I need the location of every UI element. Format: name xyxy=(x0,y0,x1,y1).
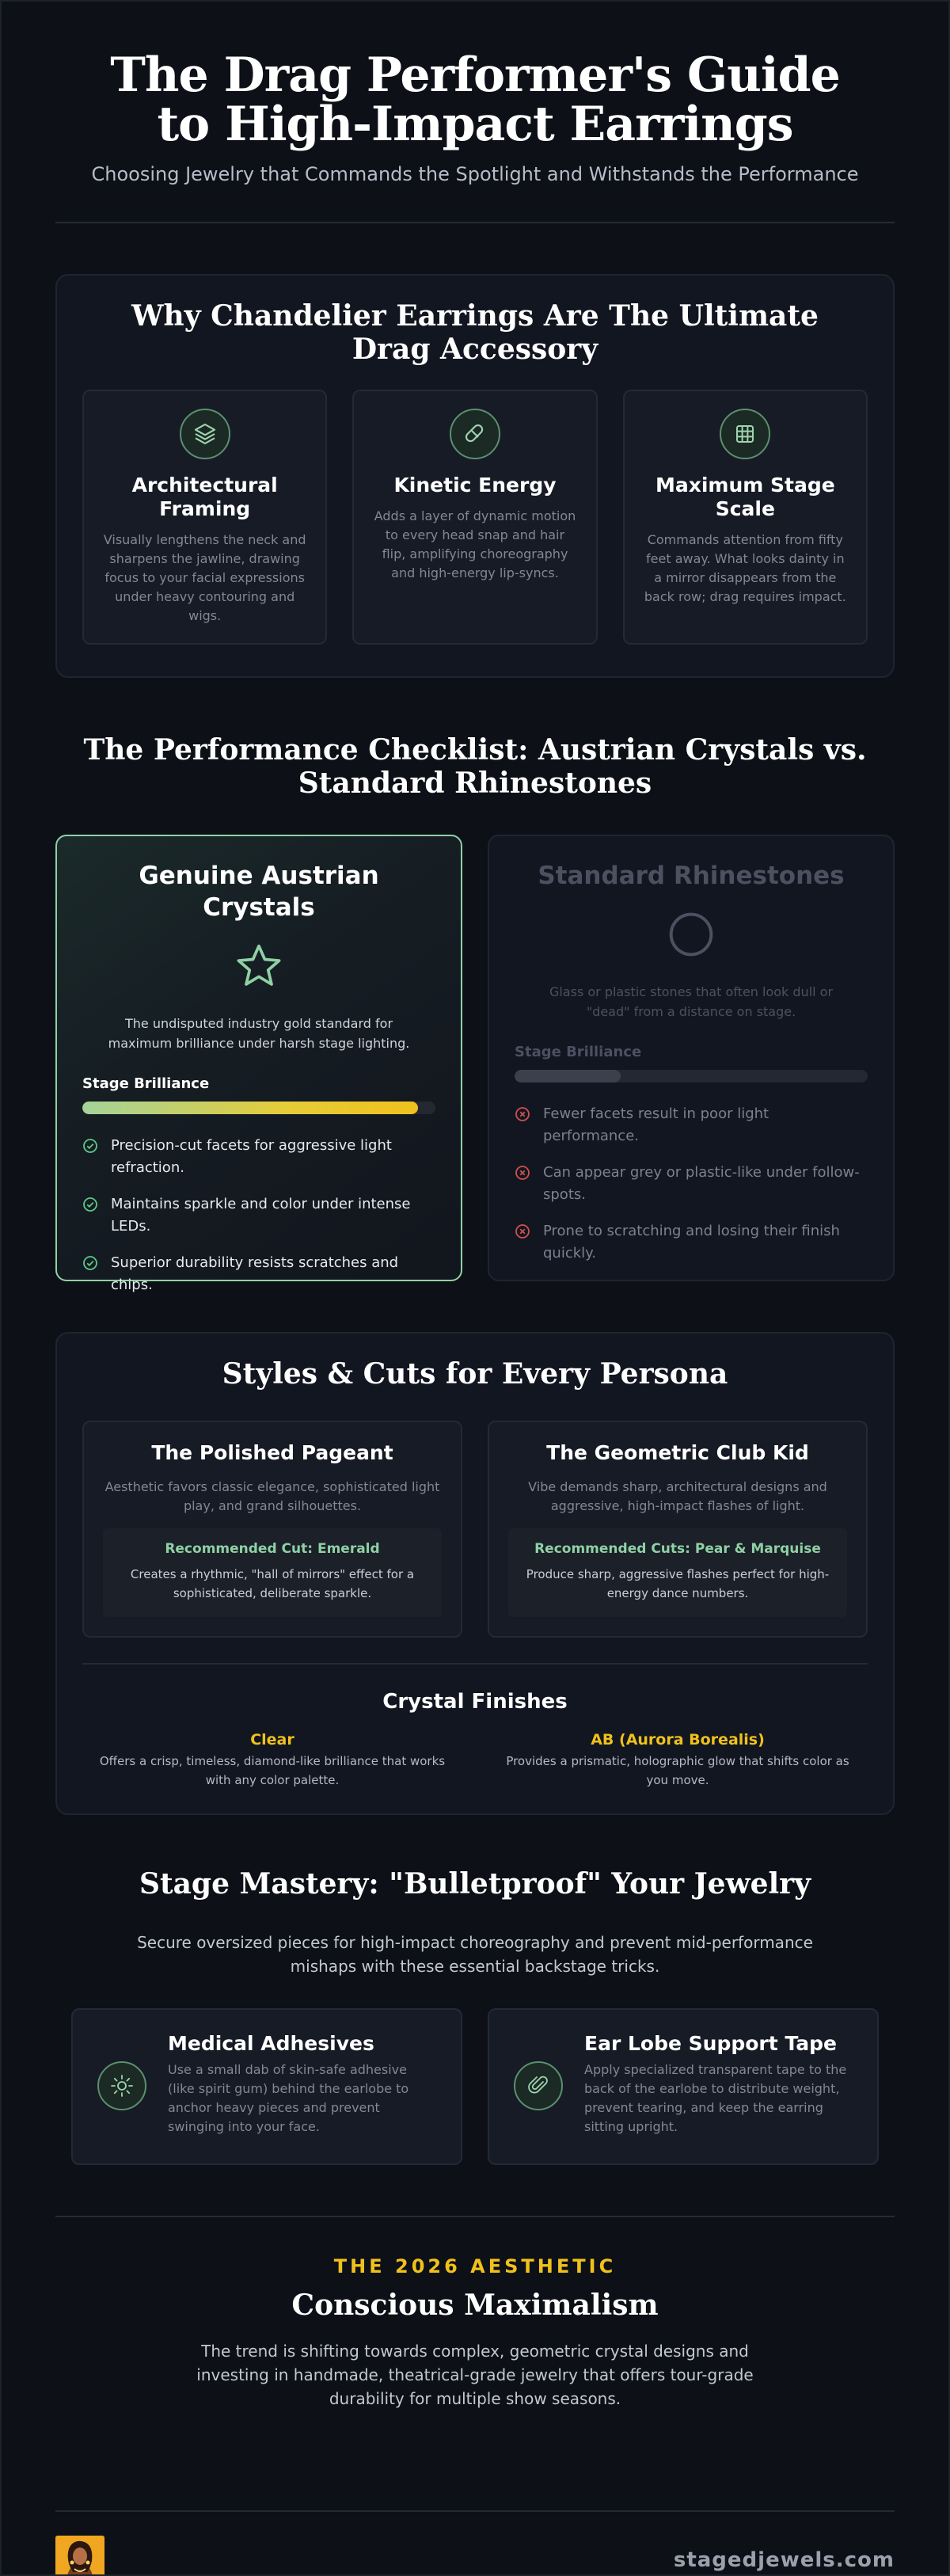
points-list xyxy=(515,1103,868,1265)
brand-link[interactable]: stagedjewels.com xyxy=(673,2548,895,2572)
list-item xyxy=(82,1193,435,1238)
point-text: Prone to scratching and losing their finish quickly. xyxy=(543,1223,840,1261)
card-title: Standard Rhinestones xyxy=(538,862,845,890)
tip-card xyxy=(488,2008,879,2165)
cut-title: Recommended Cut: Emerald xyxy=(165,1541,380,1557)
finish-text: Offers a crisp, timeless, diamond-like brilliance that works with any color palette. xyxy=(99,1754,446,1787)
check-icon xyxy=(82,1193,100,1238)
finish-item xyxy=(488,1731,868,1790)
tip-title: Medical Adhesives xyxy=(168,2032,374,2055)
persona-row xyxy=(82,1421,868,1638)
feature-card xyxy=(352,390,597,645)
finishes-row xyxy=(82,1731,868,1790)
styles-section xyxy=(55,1332,895,1815)
finishes-title: Crystal Finishes xyxy=(382,1690,568,1714)
brilliance-bar-fill xyxy=(82,1102,418,1114)
tip-text: Apply specialized transparent tape to the back of the earlobe to distribute weight, prevent tearing, and keep the earring sitting upright. xyxy=(584,2062,847,2134)
brilliance-bar-fill xyxy=(515,1070,621,1083)
card-description: The undisputed industry gold standard for maximum brilliance under harsh stage lighting. xyxy=(108,1016,410,1051)
tip-body xyxy=(168,2032,437,2163)
page-title: The Drag Performer's Guide to High-Impact Earrings xyxy=(110,48,840,152)
brilliance-bar xyxy=(82,1102,435,1114)
mastery-title: Stage Mastery: "Bulletproof" Your Jewelry xyxy=(139,1867,811,1901)
check-icon xyxy=(82,1252,100,1296)
list-item xyxy=(82,1252,435,1296)
circle-icon xyxy=(515,909,868,960)
persona-text: Vibe demands sharp, architectural designs and aggressive, high-impact flashes of light. xyxy=(528,1479,827,1513)
feature-title: Kinetic Energy xyxy=(393,474,557,497)
finish-name: AB (Aurora Borealis) xyxy=(591,1731,765,1748)
brilliance-label: Stage Brilliance xyxy=(82,1075,210,1092)
finish-item xyxy=(82,1731,462,1790)
finish-name: Clear xyxy=(250,1731,294,1748)
list-item xyxy=(515,1103,868,1147)
point-text: Maintains sparkle and color under intense LEDs. xyxy=(111,1196,411,1235)
check-icon xyxy=(82,1135,100,1179)
recommended-cut xyxy=(103,1528,442,1617)
cut-title: Recommended Cuts: Pear & Marquise xyxy=(534,1541,821,1557)
header xyxy=(2,2,948,185)
avatar xyxy=(55,2536,104,2576)
recommended-cut xyxy=(508,1528,847,1617)
brilliance-bar xyxy=(515,1070,868,1083)
gem-icon xyxy=(450,409,500,459)
feature-title: Architectural Framing xyxy=(131,474,278,520)
point-text: Precision-cut facets for aggressive light refraction. xyxy=(111,1137,392,1176)
persona-card xyxy=(488,1421,868,1638)
x-circle-icon xyxy=(515,1103,532,1147)
paperclip-icon xyxy=(513,2032,564,2163)
persona-card xyxy=(82,1421,462,1638)
list-item xyxy=(82,1135,435,1179)
tip-text: Use a small dab of skin-safe adhesive (like spirit gum) behind the earlobe to anchor heavy pieces and prevent swinging into your face. xyxy=(168,2062,409,2134)
footer xyxy=(55,2536,895,2576)
points-list xyxy=(82,1135,435,1296)
aesthetic-title: Conscious Maximalism xyxy=(291,2289,659,2322)
feature-card xyxy=(82,390,327,645)
feature-card xyxy=(623,390,868,645)
divider xyxy=(82,1663,868,1665)
card-title: Genuine Austrian Crystals xyxy=(139,862,379,922)
aesthetic-section xyxy=(2,2255,948,2410)
cut-text: Creates a rhythmic, "hall of mirrors" effect for a sophisticated, deliberate sparkle. xyxy=(130,1567,415,1600)
why-section xyxy=(55,274,895,678)
mastery-subtitle: Secure oversized pieces for high-impact choreography and prevent mid-performance mishaps with these essential backstage tricks. xyxy=(137,1933,813,1976)
divider xyxy=(55,2510,895,2512)
feature-title: Maximum Stage Scale xyxy=(655,474,835,520)
finish-text: Provides a prismatic, holographic glow that shifts color as you move. xyxy=(506,1754,849,1787)
aesthetic-text: The trend is shifting towards complex, geometric crystal designs and investing in handmade, theatrical-grade jewelry that offers tour-grade durability for multiple show seasons. xyxy=(196,2342,754,2408)
why-title: Why Chandelier Earrings Are The Ultimate Drag Accessory xyxy=(131,299,819,366)
aesthetic-eyebrow: THE 2026 AESTHETIC xyxy=(333,2255,617,2277)
x-circle-icon xyxy=(515,1220,532,1265)
point-text: Can appear grey or plastic-like under follow-spots. xyxy=(543,1164,860,1203)
tip-title: Ear Lobe Support Tape xyxy=(584,2032,837,2055)
x-circle-icon xyxy=(515,1162,532,1206)
list-item xyxy=(515,1220,868,1265)
tips-row xyxy=(71,2008,879,2165)
feature-text: Adds a layer of dynamic motion to every head snap and hair flip, amplifying choreography and high-energy lip-syncs. xyxy=(374,508,576,580)
feature-text: Visually lengthens the neck and sharpens the jawline, drawing focus to your facial expressions under heavy contouring and wigs. xyxy=(103,532,306,623)
tip-card xyxy=(71,2008,462,2165)
point-text: Superior durability resists scratches and chips. xyxy=(111,1254,399,1293)
sun-icon xyxy=(97,2032,147,2163)
standard-rhinestones-card xyxy=(488,835,895,1281)
page-subtitle: Choosing Jewelry that Commands the Spotlight and Withstands the Performance xyxy=(91,163,859,185)
brilliance-label: Stage Brilliance xyxy=(515,1044,642,1060)
checklist-title: The Performance Checklist: Austrian Crystals vs. Standard Rhinestones xyxy=(83,733,867,800)
austrian-crystals-card xyxy=(55,835,462,1293)
layers-icon xyxy=(180,409,230,459)
persona-title: The Polished Pageant xyxy=(151,1441,393,1464)
feature-row xyxy=(82,390,868,645)
styles-title: Styles & Cuts for Every Persona xyxy=(222,1357,728,1391)
point-text: Fewer facets result in poor light performance. xyxy=(543,1105,770,1144)
persona-title: The Geometric Club Kid xyxy=(546,1441,809,1464)
card-description: Glass or plastic stones that often look dull or "dead" from a distance on stage. xyxy=(549,984,834,1019)
list-item xyxy=(515,1162,868,1206)
divider xyxy=(55,222,895,223)
star-icon xyxy=(82,941,435,991)
persona-text: Aesthetic favors classic elegance, sophisticated light play, and grand silhouettes. xyxy=(104,1479,440,1513)
cut-text: Produce sharp, aggressive flashes perfect for high-energy dance numbers. xyxy=(526,1567,830,1600)
tip-body xyxy=(584,2032,853,2163)
divider xyxy=(55,2216,895,2217)
grid-icon xyxy=(720,409,770,459)
comparison xyxy=(55,835,895,1293)
feature-text: Commands attention from fifty feet away. What looks dainty in a mirror disappears from the back row; drag requires impact. xyxy=(644,532,846,604)
